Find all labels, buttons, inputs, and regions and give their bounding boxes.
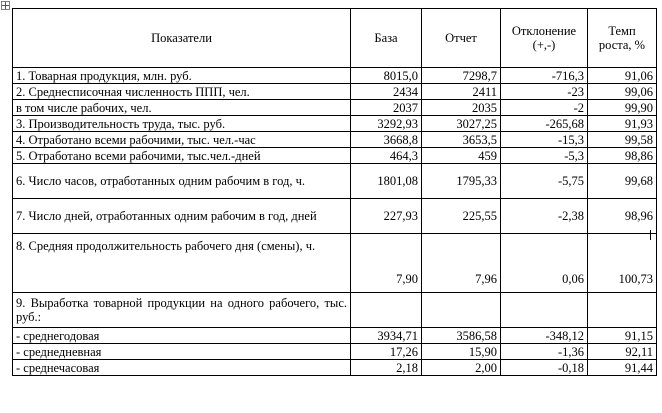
- cell-growth: 99,68: [588, 164, 657, 199]
- cell-deviation: -15,3: [501, 132, 588, 148]
- row-label: 6. Число часов, отработанных одним рабочим в год, ч.: [13, 164, 351, 199]
- indicators-table: [12, 8, 657, 376]
- row-label: 5. Отработано всеми рабочими, тыс.чел.-дней: [13, 148, 351, 164]
- cell-growth: [588, 293, 657, 328]
- cell-report: 3586,58: [422, 328, 501, 344]
- cell-deviation: -265,68: [501, 116, 588, 132]
- row-label: 2. Среднесписочная численность ППП, чел.: [13, 84, 351, 100]
- cell-base: 2,18: [351, 360, 422, 376]
- header-deviation: Отклонение (+,-): [501, 9, 588, 68]
- row-label: 1. Товарная продукция, млн. руб.: [13, 68, 351, 84]
- cell-report: 459: [422, 148, 501, 164]
- cell-base: [351, 293, 422, 328]
- cell-base: 7,90: [351, 234, 422, 293]
- table-row: [13, 360, 657, 376]
- cell-report: 2035: [422, 100, 501, 116]
- cell-base: 8015,0: [351, 68, 422, 84]
- cell-base: 3934,71: [351, 328, 422, 344]
- header-indicator: Показатели: [13, 9, 351, 68]
- table-move-handle-icon[interactable]: [1, 1, 10, 10]
- cell-base: 2434: [351, 84, 422, 100]
- cell-report: 7,96: [422, 234, 501, 293]
- table-row: [13, 344, 657, 360]
- cell-growth: 98,96: [588, 199, 657, 234]
- header-base: База: [351, 9, 422, 68]
- cell-growth: 99,06: [588, 84, 657, 100]
- cell-base: 464,3: [351, 148, 422, 164]
- cell-base: 2037: [351, 100, 422, 116]
- cell-deviation: [501, 293, 588, 328]
- table-row: [13, 68, 657, 84]
- cell-growth: 99,90: [588, 100, 657, 116]
- row-label: 4. Отработано всеми рабочими, тыс. чел.-час: [13, 132, 351, 148]
- cell-report: 3653,5: [422, 132, 501, 148]
- cell-deviation: -0,18: [501, 360, 588, 376]
- cell-base: 3668,8: [351, 132, 422, 148]
- cell-base: 227,93: [351, 199, 422, 234]
- row-label: - среднечасовая: [13, 360, 351, 376]
- table-row: [13, 328, 657, 344]
- row-label: 3. Производительность труда, тыс. руб.: [13, 116, 351, 132]
- cell-growth: 91,15: [588, 328, 657, 344]
- cell-growth: 98,86: [588, 148, 657, 164]
- cell-deviation: -23: [501, 84, 588, 100]
- row-label: 7. Число дней, отработанных одним рабочим в год, дней: [13, 199, 351, 234]
- table-row: [13, 293, 657, 328]
- cell-growth: 99,58: [588, 132, 657, 148]
- cell-report: 1795,33: [422, 164, 501, 199]
- cell-growth: 91,44: [588, 360, 657, 376]
- cell-deviation: -348,12: [501, 328, 588, 344]
- row-label: 9. Выработка товарной продукции на одного рабочего, тыс. руб.:: [13, 293, 351, 328]
- cell-deviation: -2: [501, 100, 588, 116]
- cell-deviation: -1,36: [501, 344, 588, 360]
- cell-deviation: -5,75: [501, 164, 588, 199]
- cell-growth: 100,73: [588, 234, 657, 293]
- row-label: - среднедневная: [13, 344, 351, 360]
- header-growth: Темп роста, %: [588, 9, 657, 68]
- row-label: - среднегодовая: [13, 328, 351, 344]
- table-row: [13, 84, 657, 100]
- row-label: в том числе рабочих, чел.: [13, 100, 351, 116]
- cell-report: 225,55: [422, 199, 501, 234]
- table-row: [13, 234, 657, 293]
- table-row: [13, 199, 657, 234]
- table-row: [13, 148, 657, 164]
- cell-growth: 91,06: [588, 68, 657, 84]
- cell-report: 3027,25: [422, 116, 501, 132]
- cell-growth: 92,11: [588, 344, 657, 360]
- header-report: Отчет: [422, 9, 501, 68]
- cell-report: 15,90: [422, 344, 501, 360]
- cell-report: [422, 293, 501, 328]
- row-label: 8. Средняя продолжительность рабочего дня (смены), ч.: [13, 234, 351, 293]
- cell-base: 1801,08: [351, 164, 422, 199]
- table-row: [13, 164, 657, 199]
- cell-deviation: -2,38: [501, 199, 588, 234]
- table-row: [13, 116, 657, 132]
- cell-base: 17,26: [351, 344, 422, 360]
- cell-deviation: 0,06: [501, 234, 588, 293]
- cell-report: 2411: [422, 84, 501, 100]
- table-row: [13, 132, 657, 148]
- cell-report: 7298,7: [422, 68, 501, 84]
- cell-base: 3292,93: [351, 116, 422, 132]
- table-header-row: [13, 9, 657, 68]
- cell-growth: 91,93: [588, 116, 657, 132]
- cell-deviation: -5,3: [501, 148, 588, 164]
- table-row: [13, 100, 657, 116]
- cell-report: 2,00: [422, 360, 501, 376]
- cell-deviation: -716,3: [501, 68, 588, 84]
